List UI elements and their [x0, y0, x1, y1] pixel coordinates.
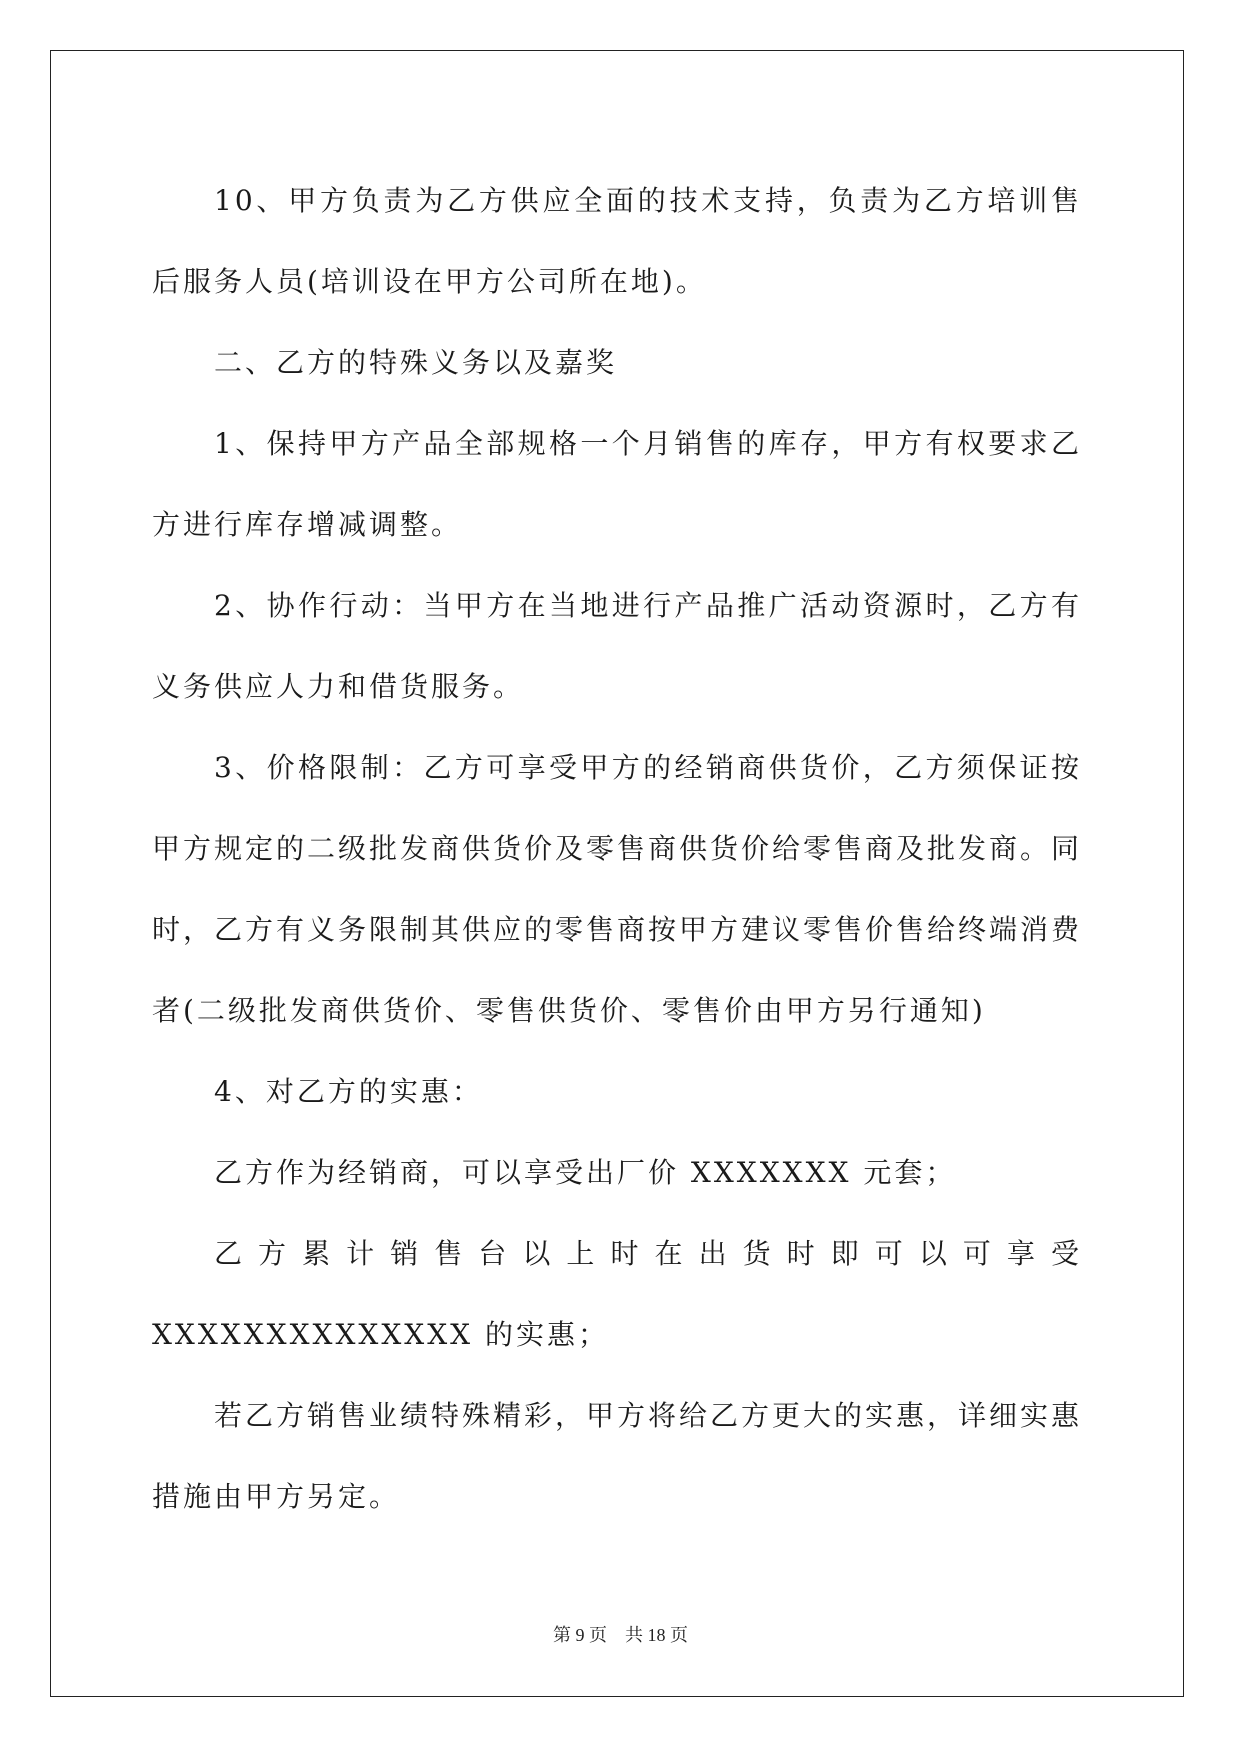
document-body: [152, 160, 1082, 1537]
page-number: 第 9 页: [553, 1625, 607, 1645]
paragraph-discount-price: 乙方作为经销商，可以享受出厂价 XXXXXXX 元套；: [214, 1156, 957, 1189]
page-footer: [0, 1621, 1241, 1647]
paragraph-excellent-performance: 若乙方销售业绩特殊精彩，甲方将给乙方更大的实惠，详细实惠措施由甲方另定。: [152, 1399, 1083, 1513]
page-total: 共 18 页: [625, 1625, 688, 1645]
paragraph-clause-1: 1、保持甲方产品全部规格一个月销售的库存，甲方有权要求乙方进行库存增减调整。: [152, 427, 1082, 541]
paragraph-clause-3: 3、价格限制：乙方可享受甲方的经销商供货价，乙方须保证按甲方规定的二级批发商供货价及零售商供货价给零售商及批发商。同时，乙方有义务限制其供应的零售商按甲方建议零售价售给终端消费者(二级批发商供货价、零售供货价、零售价由甲方另行通知): [152, 751, 1083, 1027]
section-heading-obligations: 二、乙方的特殊义务以及嘉奖: [214, 346, 618, 379]
paragraph-clause-2: 2、协作行动：当甲方在当地进行产品推广活动资源时，乙方有义务供应人力和借货服务。: [152, 589, 1082, 703]
paragraph-clause-10: 10、甲方负责为乙方供应全面的技术支持，负责为乙方培训售后服务人员(培训设在甲方公司所在地)。: [152, 184, 1082, 298]
paragraph-clause-4: 4、对乙方的实惠：: [214, 1075, 483, 1108]
paragraph-cumulative-sales: 乙方累计销售台以上时在出货时即可以可享受 XXXXXXXXXXXXXX 的实惠；: [152, 1237, 1082, 1351]
